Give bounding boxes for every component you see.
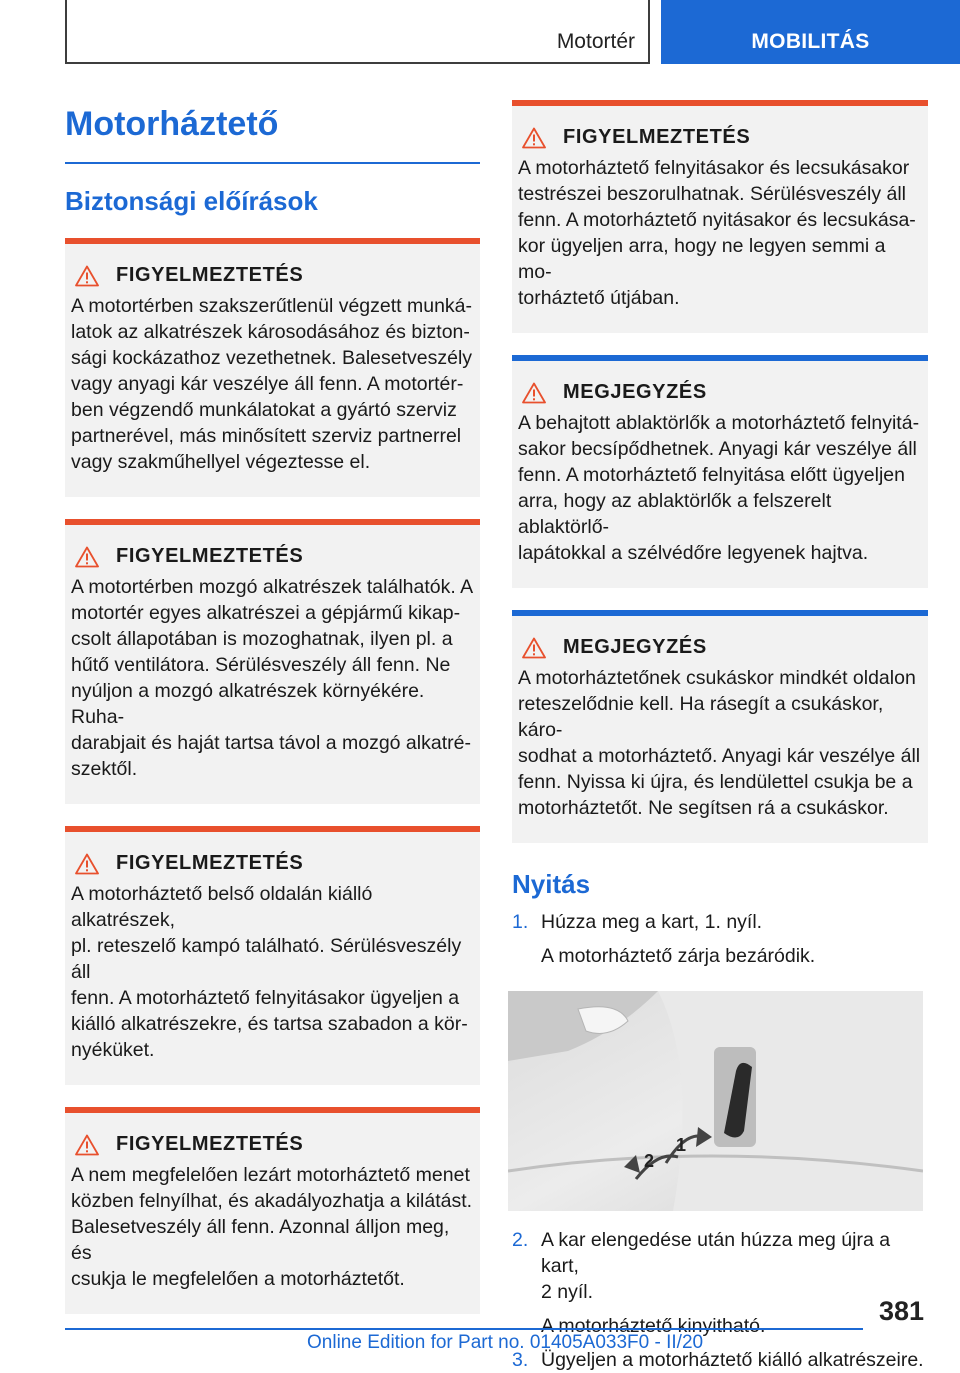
header-chapter-tab xyxy=(661,0,960,64)
figure-label-1: 1 xyxy=(676,1135,687,1155)
notice-line: pl. reteszelő kampó található. Sérülésveszély áll xyxy=(71,935,462,983)
footer-edition-text: Online Edition for Part no. 01405A033F0 - II/20 xyxy=(307,1332,704,1353)
notice-line: sodhat a motorháztető. Anyagi kár veszélye áll xyxy=(518,745,921,767)
notice-line: A motortérben mozgó alkatrészek találhatók. A xyxy=(71,576,474,598)
notice-line: vagy szakműhellyel végeztesse el. xyxy=(71,451,371,473)
notice-line: partnerével, más minősített szerviz partnerrel xyxy=(71,425,462,447)
notice-body xyxy=(71,1162,474,1292)
notice-title xyxy=(71,852,474,875)
notice-title-text: MEGJEGYZÉS xyxy=(563,636,707,658)
notice-line: Balesetveszély áll fenn. Azonnal álljon meg, és xyxy=(71,1216,450,1264)
notice-line: A behajtott ablaktörlők a motorháztető felnyitá- xyxy=(518,412,920,434)
step-2-result: A motorháztető kinyitható. xyxy=(541,1315,766,1337)
notice-line: torháztető útjában. xyxy=(518,287,680,309)
notice-line: kiálló alkatrészekre, és tartsa szabadon a kör- xyxy=(71,1013,468,1035)
step-1-text: Húzza meg a kart, 1. nyíl. xyxy=(541,911,763,933)
step-2-line: 2 nyíl. xyxy=(541,1281,594,1303)
notice-body xyxy=(518,410,922,566)
notice-line: A motorháztető belső oldalán kiálló alkatrészek, xyxy=(71,883,373,931)
notice-body xyxy=(71,293,474,475)
notice-line: latok az alkatrészek károsodásához és bizton- xyxy=(71,321,470,343)
page-number: 381 xyxy=(878,1296,924,1326)
notice-title-text: FIGYELMEZTETÉS xyxy=(116,852,304,874)
notice-line: A nem megfelelően lezárt motorháztető menet xyxy=(71,1164,470,1186)
notice-title xyxy=(518,636,922,659)
notice-title xyxy=(518,126,922,149)
notice-title xyxy=(71,264,474,287)
notice-line: kor ügyeljen arra, hogy ne legyen semmi a mo- xyxy=(518,235,886,283)
figure-label-2: 2 xyxy=(644,1151,655,1171)
notice-line: ben végzendő munkálatokat a gyártó szerviz xyxy=(71,399,457,421)
warning-notice xyxy=(65,826,480,1085)
title-rule xyxy=(65,162,480,164)
notice-line: sági kockázathoz vezethetnek. Balesetveszély xyxy=(71,347,473,369)
notice-line: A motorháztetőnek csukáskor mindkét oldalon xyxy=(518,667,916,689)
step-3-text: Ügyeljen a motorháztető kiálló alkatrészeire. xyxy=(541,1349,924,1371)
notice-body xyxy=(71,881,474,1063)
notice-line: hűtő ventilátora. Sérülésveszély áll fenn. Ne xyxy=(71,654,451,676)
step-1-result: A motorháztető zárja bezáródik. xyxy=(541,945,816,967)
hood-release-lever-figure xyxy=(508,991,923,1211)
notice-line: nyéküket. xyxy=(71,1039,155,1061)
notice-line: arra, hogy az ablaktörlők a felszerelt ablaktörlő- xyxy=(518,490,832,538)
notice-line: A motorháztető felnyitásakor és lecsukásakor xyxy=(518,157,910,179)
notice-line: csukja le megfelelően a motorháztetőt. xyxy=(71,1268,405,1290)
notice-body xyxy=(518,155,922,311)
step-2-line: A kar elengedése után húzza meg újra a kart, xyxy=(541,1229,891,1277)
notice-line: vagy anyagi kár veszélye áll fenn. A motortér- xyxy=(71,373,464,395)
notice-title-text: MEGJEGYZÉS xyxy=(563,381,707,403)
notice-title xyxy=(518,381,922,404)
notice-title xyxy=(71,545,474,568)
warning-notice xyxy=(65,1107,480,1314)
step-1 xyxy=(512,909,928,935)
step-1-number: 1. xyxy=(512,911,529,933)
notice-line: sakor becsípődhetnek. Anyagi kár veszélye áll xyxy=(518,438,917,460)
notice-body xyxy=(518,665,922,821)
notice-line: nyúljon a mozgó alkatrészek környékére. Ruha- xyxy=(71,680,425,728)
warning-notice xyxy=(512,100,928,333)
notice-title xyxy=(71,1133,474,1156)
notice-line: lapátokkal a szélvédőre legyenek hajtva. xyxy=(518,542,869,564)
header-section-box xyxy=(65,0,650,64)
warning-notice xyxy=(65,519,480,804)
notice-line: szektől. xyxy=(71,758,138,780)
warning-notice xyxy=(65,238,480,497)
notice-line: fenn. Nyissa ki újra, és lendülettel csukja be a xyxy=(518,771,913,793)
left-column xyxy=(65,100,480,1314)
notice-line: motorháztetőt. Ne segítsen rá a csukáskor. xyxy=(518,797,889,819)
header-section-title: Motortér xyxy=(556,30,635,53)
section-heading-safety: Biztonsági előírások xyxy=(65,186,318,216)
notice-title-text: FIGYELMEZTETÉS xyxy=(116,264,304,286)
figure-panel xyxy=(658,991,923,1211)
notice-line: darabjait és haját tartsa távol a mozgó alkatré- xyxy=(71,732,471,754)
notice-line: testrészei beszorulhatnak. Sérülésveszély áll xyxy=(518,183,907,205)
step-3-number: 3. xyxy=(512,1349,529,1371)
warning-triangle-icon xyxy=(75,546,99,568)
header-chapter-title: MOBILITÁS xyxy=(751,30,870,53)
section-heading-opening: Nyitás xyxy=(512,869,591,899)
notice-title-text: FIGYELMEZTETÉS xyxy=(116,1133,304,1155)
left-notice-list xyxy=(65,238,480,1314)
right-notice-list xyxy=(512,100,928,843)
page-title: Motorháztető xyxy=(65,105,279,143)
notice-line: motortér egyes alkatrészei a gépjármű kikap- xyxy=(71,602,461,624)
warning-triangle-icon xyxy=(522,637,546,659)
warning-triangle-icon xyxy=(75,265,99,287)
notice-line: reteszelődnie kell. Ha rásegít a csukáskor, káro- xyxy=(518,693,884,741)
step-2-text xyxy=(541,1227,928,1305)
footer-rule xyxy=(65,1328,863,1330)
warning-triangle-icon xyxy=(522,127,546,149)
right-column xyxy=(512,100,928,1373)
notice-line: csolt állapotában is mozoghatnak, ilyen pl. a xyxy=(71,628,453,650)
warning-triangle-icon xyxy=(75,853,99,875)
notice-body xyxy=(71,574,474,782)
note-notice xyxy=(512,355,928,588)
warning-triangle-icon xyxy=(522,382,546,404)
notice-line: fenn. A motorháztető felnyitása előtt ügyeljen xyxy=(518,464,906,486)
notice-line: fenn. A motorháztető nyitásakor és lecsukása- xyxy=(518,209,916,231)
note-notice xyxy=(512,610,928,843)
step-2 xyxy=(512,1227,928,1305)
step-2-number: 2. xyxy=(512,1229,529,1251)
notice-line: A motortérben szakszerűtlenül végzett munká- xyxy=(71,295,473,317)
notice-line: fenn. A motorháztető felnyitásakor ügyeljen a xyxy=(71,987,460,1009)
notice-title-text: FIGYELMEZTETÉS xyxy=(116,545,304,567)
notice-line: közben felnyílhat, és akadályozhatja a kilátást. xyxy=(71,1190,473,1212)
warning-triangle-icon xyxy=(75,1134,99,1156)
notice-title-text: FIGYELMEZTETÉS xyxy=(563,126,751,148)
